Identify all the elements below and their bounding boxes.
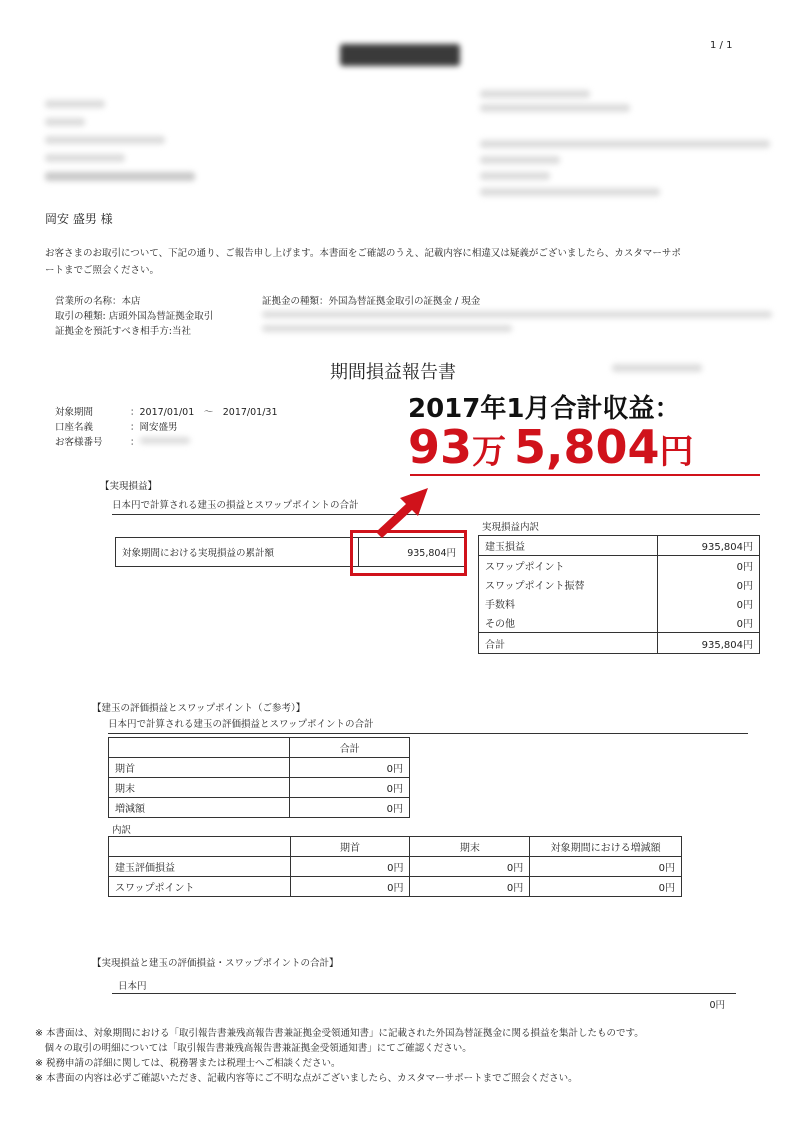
realized-total-label: 対象期間における実現損益の累計額 xyxy=(122,548,275,559)
detail-label: スワップポイント xyxy=(109,877,291,897)
detail-value: 0円 xyxy=(290,877,410,897)
highlight-underline xyxy=(410,474,760,476)
detail-value: 0円 xyxy=(410,877,530,897)
detail-value: 0円 xyxy=(410,857,530,877)
breakdown-table xyxy=(478,535,760,654)
redacted-counterparty xyxy=(262,325,512,332)
valuation-section-title: 【建玉の評価損益とスワップポイント（ご参考）】 xyxy=(92,703,306,714)
amount-main: 93 xyxy=(408,420,473,474)
intro-line-1: お客さまのお取引について、下記の通り、ご報告申し上げます。本書面をご確認のうえ、記載内容に相違又は疑義がございましたら、カスタマーサポ xyxy=(45,248,681,259)
table-row xyxy=(479,633,760,654)
valuation-summary-table xyxy=(108,737,410,818)
summary-header: 合計 xyxy=(290,738,410,758)
table-row xyxy=(479,536,760,556)
redacted-address-right xyxy=(480,172,550,180)
summary-value: 0円 xyxy=(290,778,410,798)
combined-section-title: 【実現損益と建玉の評価損益・スワップポイントの合計】 xyxy=(92,958,339,969)
valuation-divider xyxy=(108,733,748,734)
amount-unit-yen: 円 xyxy=(659,432,694,472)
table-row xyxy=(479,575,760,594)
recipient-name: 岡安 盛男 様 xyxy=(45,212,113,226)
amount-unit-man: 万 xyxy=(472,432,507,472)
page-number: 1 / 1 xyxy=(710,40,733,51)
redacted-customer-number xyxy=(140,437,190,444)
table-row xyxy=(109,738,410,758)
account-value: ：岡安盛男 xyxy=(130,422,178,433)
breakdown-value: 0円 xyxy=(657,575,759,594)
highlight-amount xyxy=(408,420,694,474)
redacted-address-left xyxy=(45,154,125,162)
office-name: 営業所の名称：本店 xyxy=(55,296,141,307)
table-row xyxy=(109,877,682,897)
account-label: 口座名義 xyxy=(55,422,94,433)
note-line: 個々の取引の明細については「取引報告書兼残高報告書兼証拠金受領通知書」にてご確認ください。 xyxy=(35,1043,472,1054)
breakdown-label: スワップポイント xyxy=(479,556,658,576)
breakdown-title: 実現損益内訳 xyxy=(482,522,540,533)
breakdown-value: 0円 xyxy=(657,556,759,576)
report-title: 期間損益報告書 xyxy=(330,362,456,383)
customer-value: ： xyxy=(130,437,140,448)
combined-divider xyxy=(112,993,736,994)
note-line: ※ 本書面の内容は必ずご確認いただき、記載内容等にご不明な点がございましたら、カスタマーサポートまでご照会ください。 xyxy=(35,1073,578,1084)
intro-line-2: ートまでご照会ください。 xyxy=(45,265,160,276)
customer-label: お客様番号 xyxy=(55,437,103,448)
valuation-subtitle: 日本円で計算される建玉の評価損益とスワップポイントの合計 xyxy=(108,719,374,730)
table-row xyxy=(479,594,760,613)
summary-value: 0円 xyxy=(290,758,410,778)
redacted-logo xyxy=(340,44,460,66)
table-row xyxy=(479,556,760,576)
table-row xyxy=(109,798,410,818)
redacted-address-right xyxy=(480,188,660,196)
summary-label: 増減額 xyxy=(109,798,290,818)
red-arrow-icon xyxy=(370,480,440,540)
margin-type: 証拠金の種類：外国為替証拠金取引の証拠金 / 現金 xyxy=(262,296,481,307)
redacted-address-left xyxy=(45,172,195,181)
detail-title: 内訳 xyxy=(112,825,132,836)
summary-value: 0円 xyxy=(290,798,410,818)
amount-rest: 5,804 xyxy=(514,420,660,474)
detail-value: 0円 xyxy=(290,857,410,877)
detail-header: 対象期間における増減額 xyxy=(530,837,682,857)
summary-label: 期末 xyxy=(109,778,290,798)
redacted-address-left xyxy=(45,136,165,144)
redacted-counterparty xyxy=(262,311,772,318)
breakdown-label: スワップポイント振替 xyxy=(479,575,658,594)
breakdown-sum-value: 935,804円 xyxy=(657,633,759,654)
trade-type: 取引の種類: 店頭外国為替証拠金取引 xyxy=(55,311,214,322)
breakdown-value: 0円 xyxy=(657,594,759,613)
redacted-address-right xyxy=(480,104,630,112)
table-row xyxy=(109,758,410,778)
table-row xyxy=(109,837,682,857)
combined-value: 0円 xyxy=(709,1000,725,1011)
breakdown-sum-label: 合計 xyxy=(479,633,658,654)
detail-header: 期首 xyxy=(290,837,410,857)
breakdown-label: その他 xyxy=(479,613,658,633)
table-row xyxy=(109,857,682,877)
realized-total-value: 935,804円 xyxy=(407,548,456,559)
detail-value: 0円 xyxy=(530,857,682,877)
breakdown-value: 0円 xyxy=(657,613,759,633)
counterparty: 証拠金を預託すべき相手方:当社 xyxy=(55,326,192,337)
period-label: 対象期間 xyxy=(55,407,94,418)
redacted-date xyxy=(612,364,702,372)
summary-label: 期首 xyxy=(109,758,290,778)
note-line: ※ 税務申請の詳細に関しては、税務署または税理士へご相談ください。 xyxy=(35,1058,341,1069)
table-row xyxy=(479,613,760,633)
realized-subtitle: 日本円で計算される建玉の損益とスワップポイントの合計 xyxy=(112,500,359,511)
period-value: ：2017/01/01 ～ 2017/01/31 xyxy=(130,407,278,418)
redacted-address-right xyxy=(480,140,770,148)
breakdown-label: 手数料 xyxy=(479,594,658,613)
detail-header: 期末 xyxy=(410,837,530,857)
combined-currency: 日本円 xyxy=(118,981,147,992)
realized-section-title: 【実現損益】 xyxy=(100,481,158,492)
breakdown-label: 建玉損益 xyxy=(479,536,658,556)
redacted-address-left xyxy=(45,100,105,108)
table-row xyxy=(109,778,410,798)
detail-value: 0円 xyxy=(530,877,682,897)
redacted-address-left xyxy=(45,118,85,126)
detail-label: 建玉評価損益 xyxy=(109,857,291,877)
note-line: ※ 本書面は、対象期間における「取引報告書兼残高報告書兼証拠金受領通知書」に記載された外国為替証拠金に関る損益を集計したものです。 xyxy=(35,1028,644,1039)
highlight-headline: 2017年1月合計収益： xyxy=(408,394,681,424)
redacted-address-right xyxy=(480,156,560,164)
valuation-detail-table xyxy=(108,836,682,897)
redacted-address-right xyxy=(480,90,590,98)
breakdown-value: 935,804円 xyxy=(657,536,759,556)
